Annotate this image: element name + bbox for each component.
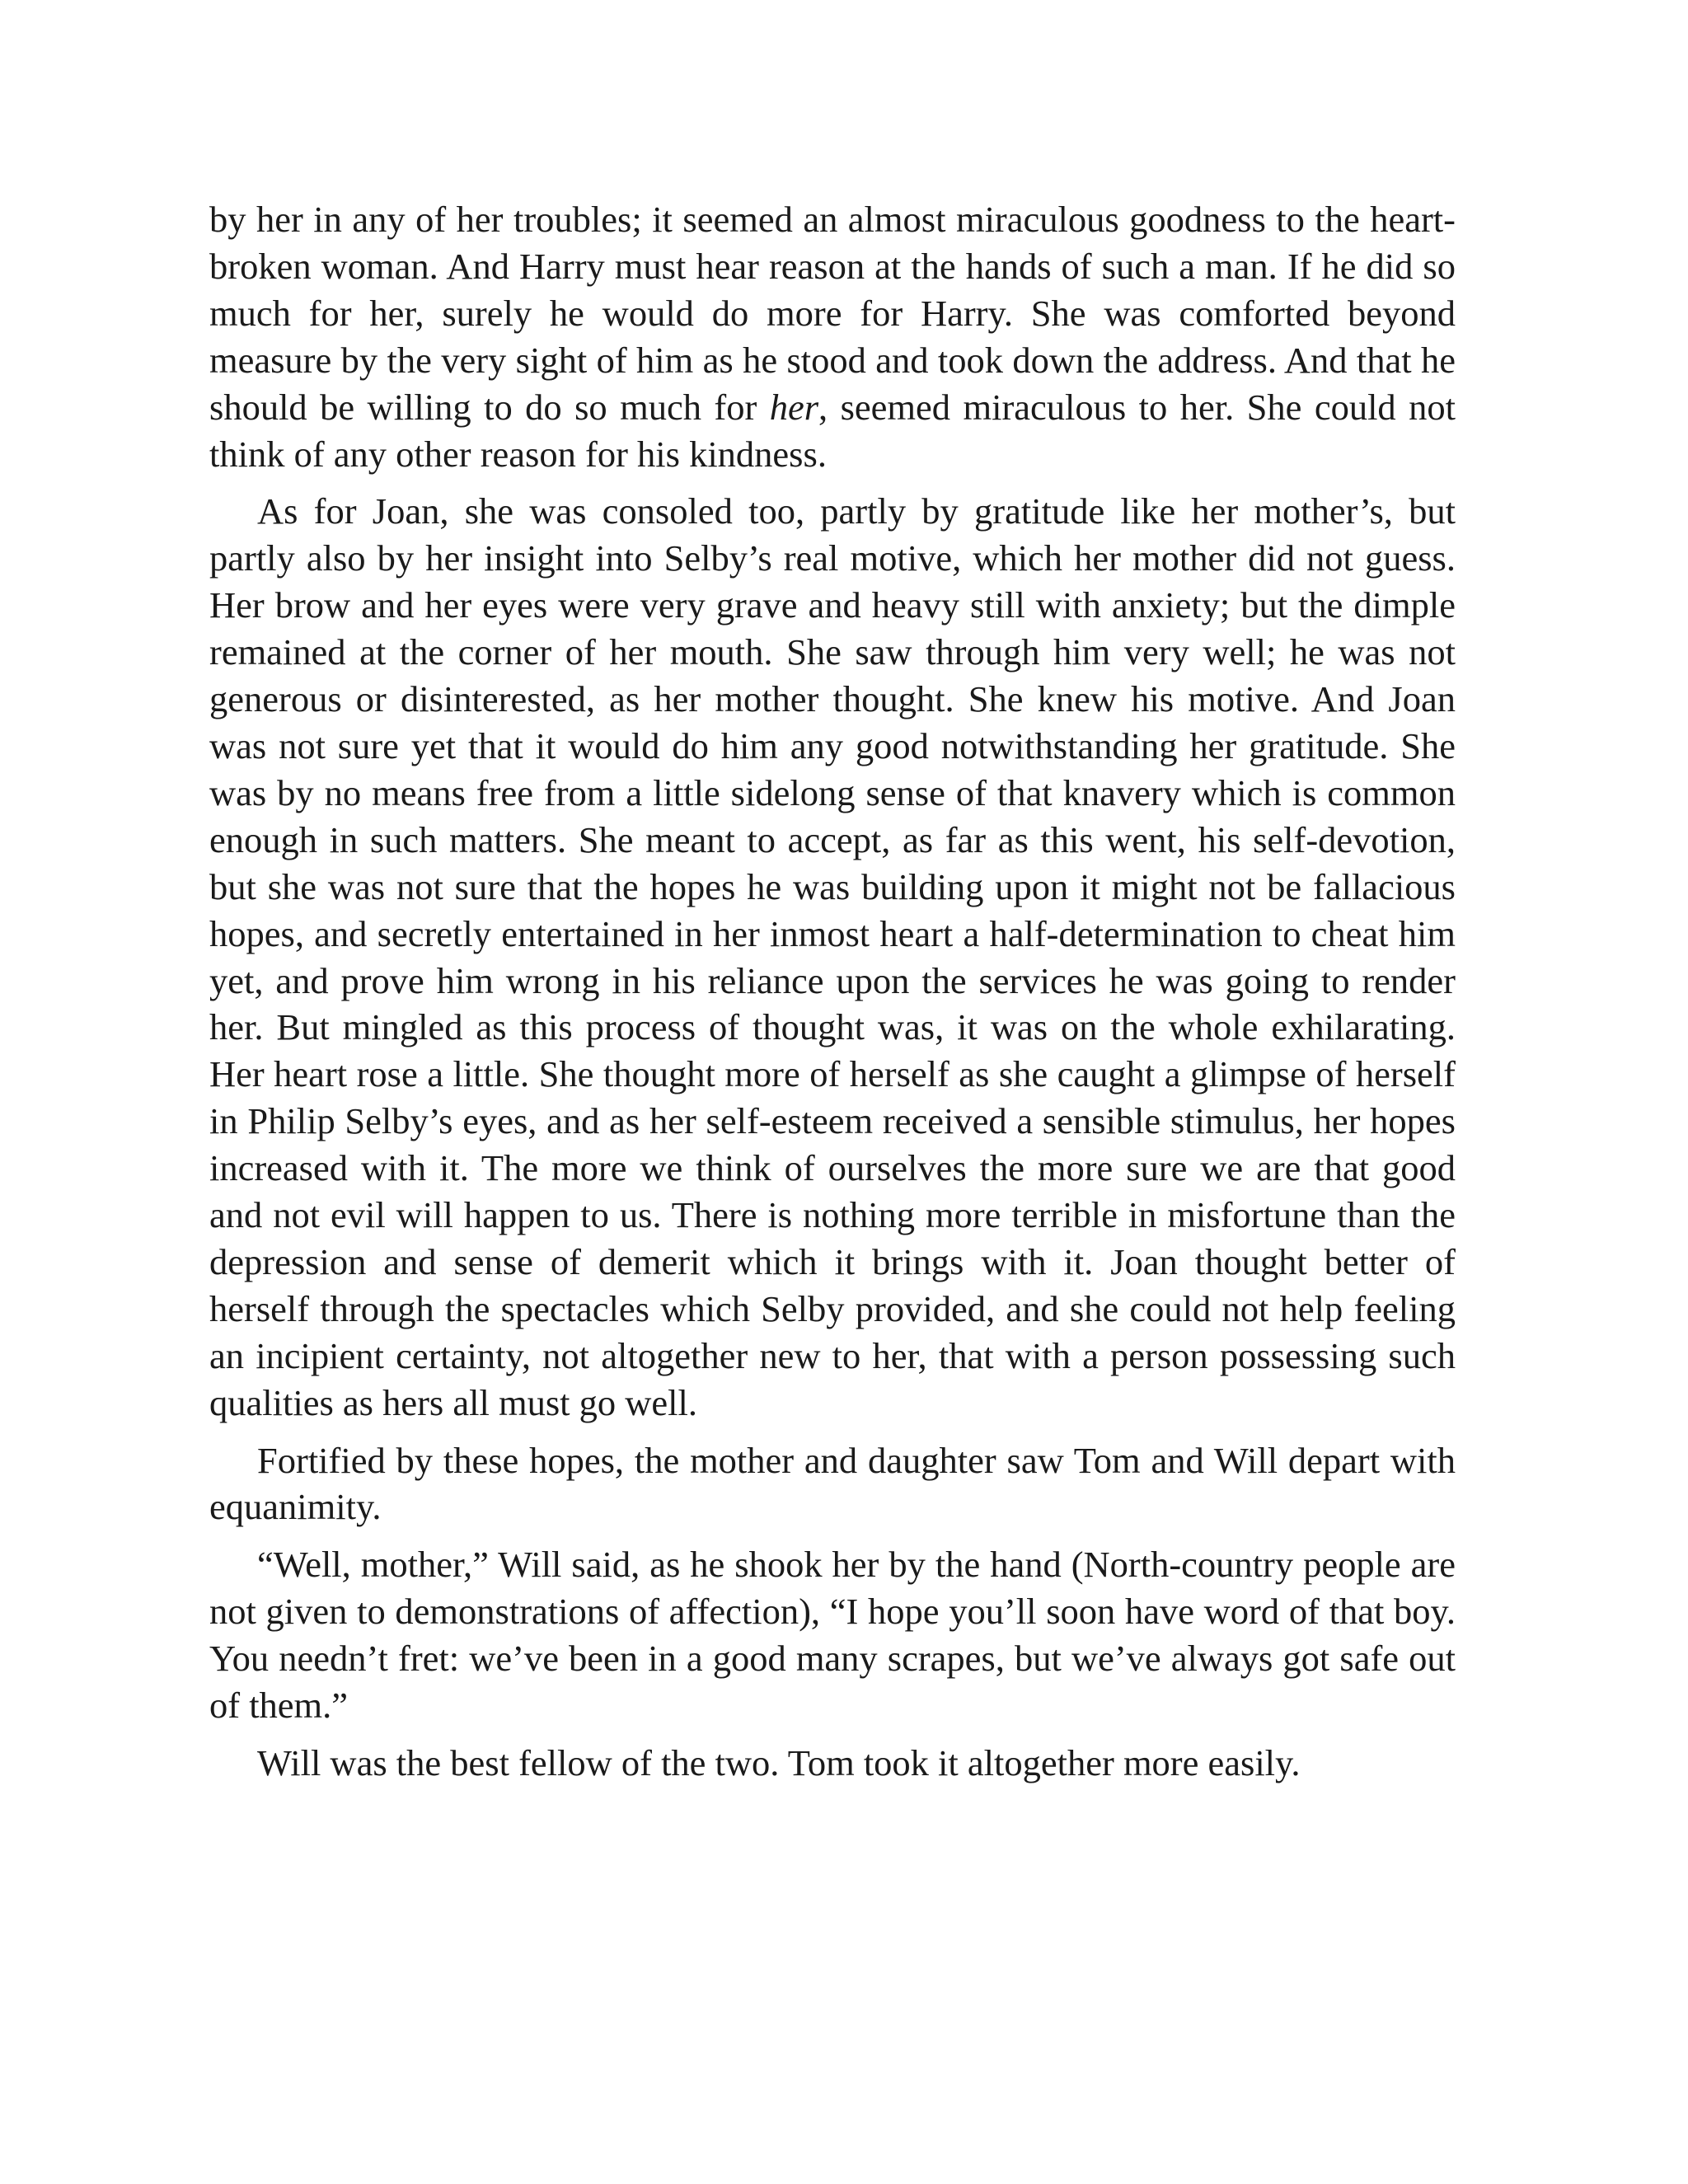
book-page [209,196,1456,1787]
paragraph-1-text-before: by her in any of her troubles; it seemed an almost miraculous goodness to the heart-broken woman. And Harry must hear reason at the hands of such a man. If he did so much for her, surely he would do more for Harry. She was comforted beyond measure by the very sight of him as he stood and took down the address. And that he should be willing to do so much for [209,199,1456,428]
paragraph-3: Fortified by these hopes, the mother and daughter saw Tom and Will depart with equanimity. [209,1439,1456,1528]
paragraph-1 [209,196,1456,477]
emphasized-word-her: her [769,386,819,428]
paragraph-1-text-after: , seemed miraculous to her. She could not think of any other reason for his kindness. [209,386,1456,475]
paragraph-5: Will was the best fellow of the two. Tom took it altogether more easily. [257,1742,1301,1783]
paragraph-4: “Well, mother,” Will said, as he shook her by the hand (North-country people are not given to demonstrations of affection), “I hope you’ll soon have word of that boy. You needn’t fret: we’ve been in a good many scrapes, but we’ve always got safe out of them.” [209,1544,1456,1727]
paragraph-2: As for Joan, she was consoled too, partly by gratitude like her mother’s, but partly also by her insight into Selby’s real motive, which her mother did not guess. Her brow and her eyes were very grave and heavy still with anxiety; but the dimple remained at the corner of her mouth. She saw through him very well; he was not generous or disinterested, as her mother thought. She knew his motive. And Joan was not sure yet that it would do him any good notwithstanding her gratitude. She was by no means free from a little sidelong sense of that knavery which is common enough in such matters. She meant to accept, as far as this went, his self-devotion, but she was not sure that the hopes he was building upon it might not be fallacious hopes, and secretly entertained in her inmost heart a half-determination to cheat him yet, and prove him wrong in his reliance upon the services he was going to render her. But mingled as this process of thought was, it was on the whole exhilarating. Her heart rose a little. She thought more of herself as she caught a glimpse of herself in Philip Selby’s eyes, and as her self-esteem received a sensible stimulus, her hopes increased with it. The more we think of ourselves the more sure we are that good and not evil will happen to us. There is nothing more terrible in misfortune than the depression and sense of demerit which it brings with it. Joan thought better of herself through the spectacles which Selby provided, and she could not help feeling an incipient certainty, not altogether new to her, that with a person possessing such qualities as hers all must go well. [209,490,1456,1423]
